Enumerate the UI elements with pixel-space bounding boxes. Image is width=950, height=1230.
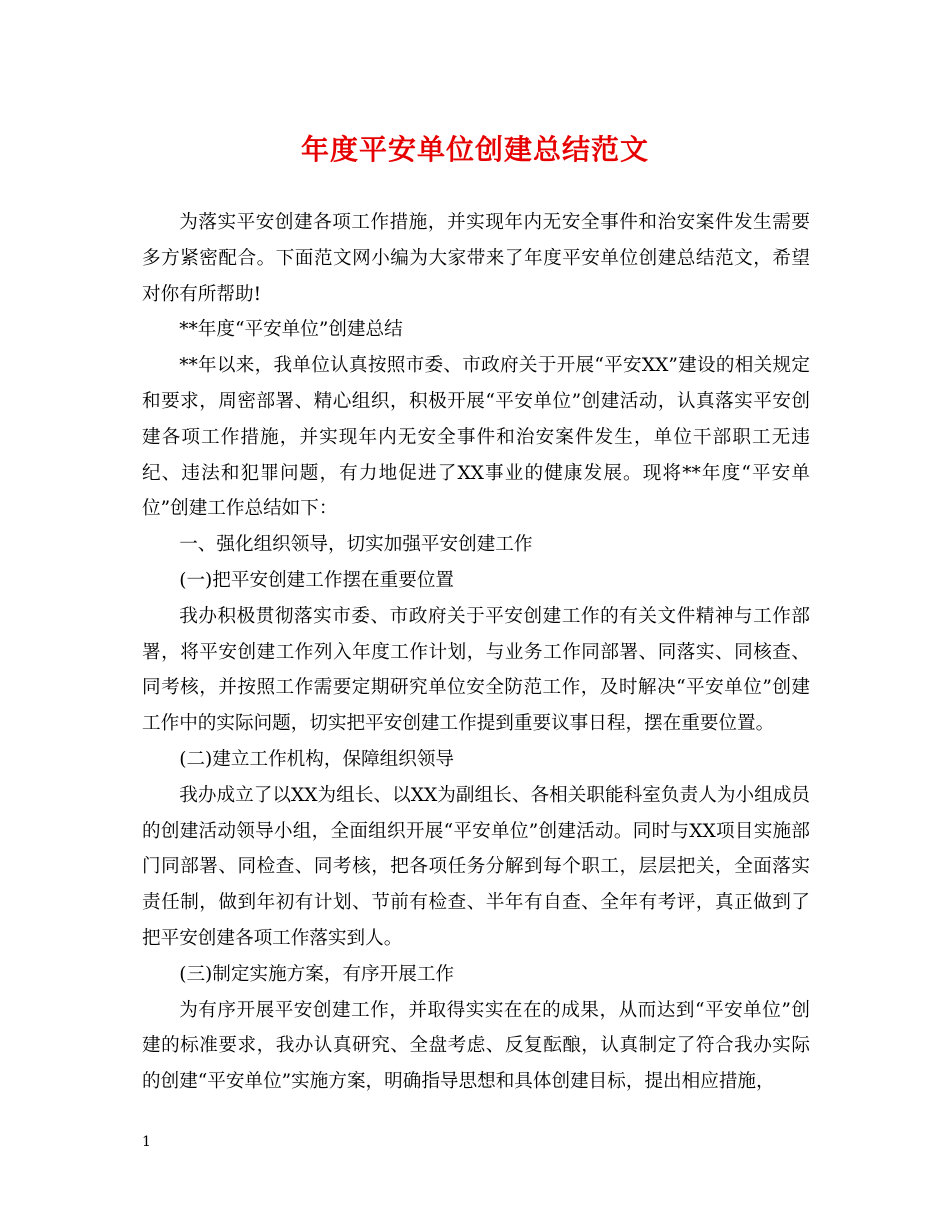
paragraph-subtitle: **年度“平安单位”创建总结 [179,319,403,341]
paragraph-subsection-2: 我办成立了以XX为组长、以XX为副组长、各相关职能科室负责人为小组成员的创建活动领导小组，全面组织开展“平安单位”创建活动。同时与XX项目实施部门同部署、同检查、同考核，把各项任务分解到每个职工，层层把关，全面落实责任制，做到年初有计划、节前有检查、半年有自查、全年有考评，真正做到了把平安创建各项工作落实到人。 [142,784,810,949]
paragraph-subsection-3: 为有序开展平安创建工作，并取得实实在在的成果，从而达到“平安单位”创建的标准要求，我办认真研究、全盘考虑、反复酝酿，认真制定了符合我办实际的创建“平安单位”实施方案，明确指导思想和具体创建目标，提出相应措施， [142,999,810,1093]
subsection-heading-2: (二)建立工作机构，保障组织领导 [179,748,455,770]
paragraph-subsection-1: 我办积极贯彻落实市委、市政府关于平安创建工作的有关文件精神与工作部署，将平安创建工作列入年度工作计划，与业务工作同部署、同落实、同核查、同考核，并按照工作需要定期研究单位安全防范工作，及时解决“平安单位”创建工作中的实际问题，切实把平安创建工作提到重要议事日程，摆在重要位置。 [142,605,810,735]
document-title: 年度平安单位创建总结范文 [300,133,649,166]
document-body [142,205,810,1100]
section-heading-1: 一、强化组织领导，切实加强平安创建工作 [179,534,533,556]
paragraph-overview: **年以来，我单位认真按照市委、市政府关于开展“平安XX”建设的相关规定和要求，周密部署、精心组织，积极开展“平安单位”创建活动，认真落实平安创建各项工作措施，并实现年内无安全事件和治安案件发生，单位干部职工无违纪、违法和犯罪问题，有力地促进了XX事业的健康发展。现将**年度“平安单位”创建工作总结如下： [142,355,810,520]
subsection-heading-3: (三)制定实施方案，有序开展工作 [179,963,455,985]
subsection-heading-1: (一)把平安创建工作摆在重要位置 [179,569,455,591]
paragraph-intro: 为落实平安创建各项工作措施，并实现年内无安全事件和治安案件发生需要多方紧密配合。下面范文网小编为大家带来了年度平安单位创建总结范文，希望对你有所帮助! [142,212,810,305]
page-number: 1 [142,1134,151,1150]
